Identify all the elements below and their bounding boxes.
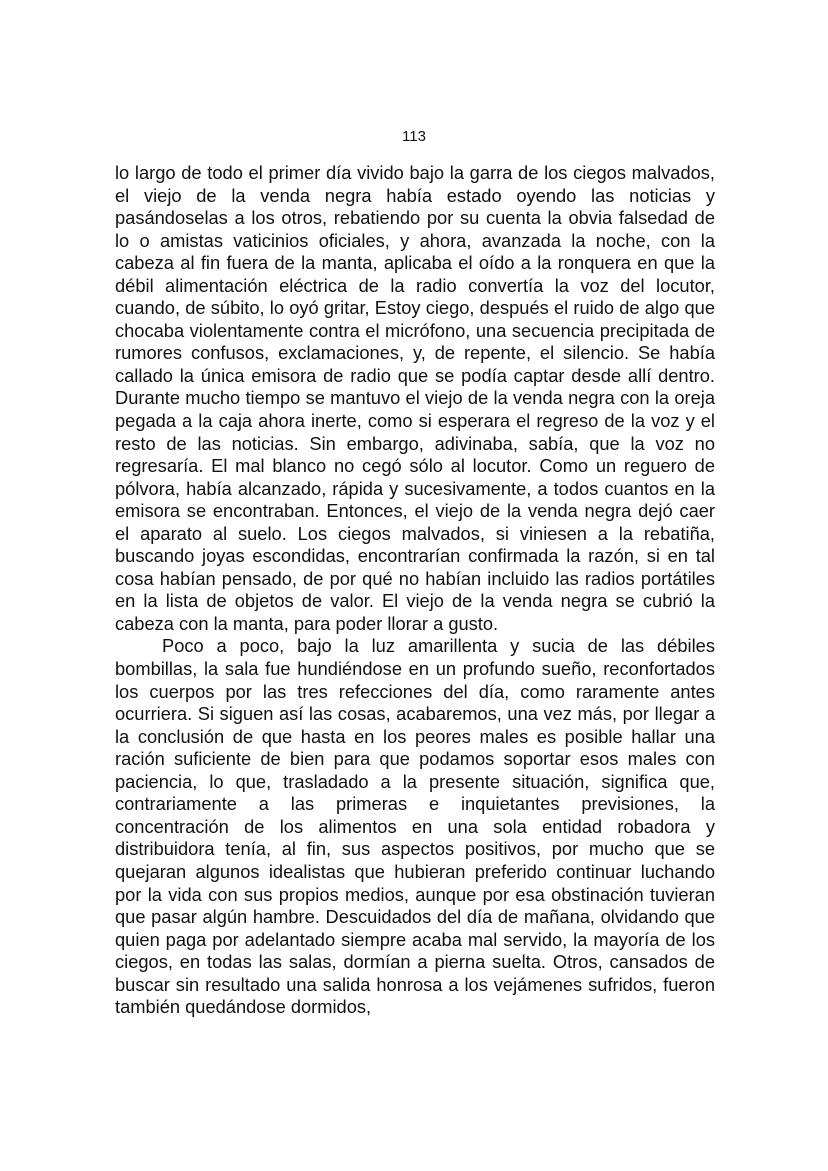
page-body-text: [115, 162, 715, 1019]
paragraph-continued: lo largo de todo el primer día vivido bajo la garra de los ciegos malvados, el viejo de la venda negra había estado oyendo las noticias y pasándoselas a los otros, rebatiendo por su cuenta la obvia falsedad de lo o amistas vaticinios oficiales, y ahora, avanzada la noche, con la cabeza al fin fuera de la manta, aplicaba el oído a la ronquera en que la débil alimentación eléctrica de la radio convertía la voz del locutor, cuando, de súbito, lo oyó gritar, Estoy ciego, después el ruido de algo que chocaba violentamente contra el micrófono, una secuencia precipitada de rumores confusos, exclamaciones, y, de repente, el silencio. Se había callado la única emisora de radio que se podía captar desde allí dentro. Durante mucho tiempo se mantuvo el viejo de la venda negra con la oreja pegada a la caja ahora inerte, como si esperara el regreso de la voz y el resto de las noticias. Sin embargo, adivinaba, sabía, que la voz no regresaría. El mal blanco no cegó sólo al locutor. Como un reguero de pólvora, había alcanzado, rápida y sucesivamente, a todos cuantos en la emisora se encontraban. Entonces, el viejo de la venda negra dejó caer el aparato al suelo. Los ciegos malvados, si viniesen a la rebatiña, buscando joyas escondidas, encontrarían confirmada la razón, si en tal cosa habían pensado, de por qué no habían incluido las radios portátiles en la lista de objetos de valor. El viejo de la venda negra se cubrió la cabeza con la manta, para poder llorar a gusto.: [115, 162, 715, 634]
page-number: 113: [402, 128, 426, 145]
paragraph-poco-a-poco: Poco a poco, bajo la luz amarillenta y sucia de las débiles bombillas, la sala fue hundiéndose en un profundo sueño, reconfortados los cuerpos por las tres refecciones del día, como raramente antes ocurriera. Si siguen así las cosas, acabaremos, una vez más, por llegar a la conclusión de que hasta en los peores males es posible hallar una ración suficiente de bien para que podamos soportar esos males con paciencia, lo que, trasladado a la presente situación, significa que, contrariamente a las primeras e inquietantes previsiones, la concentración de los alimentos en una sola entidad robadora y distribuidora tenía, al fin, sus aspectos positivos, por mucho que se quejaran algunos idealistas que hubieran preferido continuar luchando por la vida con sus propios medios, aunque por esa obstinación tuvieran que pasar algún hambre. Descuidados del día de mañana, olvidando que quien paga por adelantado siempre acaba mal servido, la mayoría de los ciegos, en todas las salas, dormían a pierna suelta. Otros, cansados de buscar sin resultado una salida honrosa a los vejámenes sufridos, fueron también quedándose dormidos,: [115, 635, 715, 1018]
